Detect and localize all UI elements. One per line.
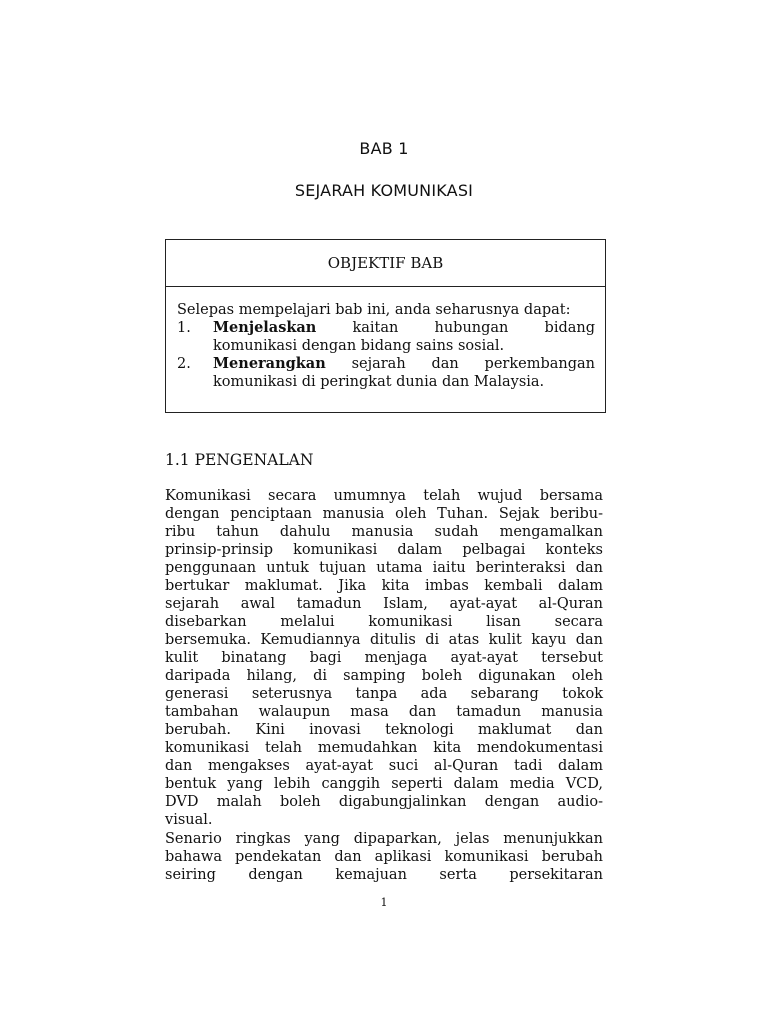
text-line: bersemuka. Kemudiannya ditulis di atas kulit kayu dan	[165, 632, 603, 648]
text-line: berubah. Kini inovasi teknologi maklumat dan	[165, 722, 603, 738]
text-line: visual.	[165, 812, 213, 828]
text-line: dengan penciptaan manusia oleh Tuhan. Sejak beribu-	[165, 506, 603, 522]
text-line: disebarkan melalui komunikasi lisan secara	[165, 614, 603, 630]
objective-continuation: komunikasi dengan bidang sains sosial.	[213, 338, 505, 354]
objective-verb: Menjelaskan	[213, 319, 317, 336]
objective-number: 1.	[177, 320, 191, 336]
chapter-title: SEJARAH KOMUNIKASI	[294, 181, 474, 200]
text-line: tambahan walaupun masa dan tamadun manusia	[165, 704, 603, 720]
text-line: penggunaan untuk tujuan utama iaitu berinteraksi dan	[165, 560, 603, 576]
text-line: ribu tahun dahulu manusia sudah mengamalkan	[165, 524, 603, 540]
objectives-intro: Selepas mempelajari bab ini, anda seharusnya dapat:	[177, 302, 571, 318]
objective-verb: Menerangkan	[213, 355, 326, 372]
text-line: bentuk yang lebih canggih seperti dalam media VCD,	[165, 776, 603, 792]
text-line: Senario ringkas yang dipaparkan, jelas menunjukkan	[165, 831, 603, 847]
text-line: komunikasi telah memudahkan kita mendokumentasi	[165, 740, 603, 756]
paragraph-scenario	[165, 830, 603, 884]
text-line: dan mengakses ayat-ayat suci al-Quran tadi dalam	[165, 758, 603, 774]
text-line: DVD malah boleh digabungjalinkan dengan audio-	[165, 794, 603, 810]
text-line: daripada hilang, di samping boleh digunakan oleh	[165, 668, 603, 684]
objectives-heading: OBJEKTIF BAB	[166, 240, 605, 287]
objective-text: sejarah dan perkembangan	[351, 356, 595, 372]
page-number: 1	[380, 896, 388, 909]
objective-line	[213, 355, 595, 373]
objective-line	[213, 319, 595, 337]
paragraph-introduction	[165, 487, 603, 829]
text-line: prinsip-prinsip komunikasi dalam pelbagai konteks	[165, 542, 603, 558]
chapter-number: BAB 1	[359, 139, 409, 158]
text-line: bahawa pendekatan dan aplikasi komunikasi berubah	[165, 849, 603, 865]
objective-continuation: komunikasi di peringkat dunia dan Malaysia.	[213, 374, 545, 390]
objective-number: 2.	[177, 356, 191, 372]
section-title: 1.1 PENGENALAN	[165, 451, 314, 469]
text-line: Komunikasi secara umumnya telah wujud bersama	[165, 488, 603, 504]
objective-item	[177, 319, 595, 337]
text-line: kulit binatang bagi menjaga ayat-ayat tersebut	[165, 650, 603, 666]
text-line: generasi seterusnya tanpa ada sebarang tokok	[165, 686, 603, 702]
objective-item	[177, 355, 595, 373]
objectives-body	[166, 287, 605, 391]
objectives-box	[165, 239, 606, 413]
text-line: sejarah awal tamadun Islam, ayat-ayat al-Quran	[165, 596, 603, 612]
text-line: seiring dengan kemajuan serta persekitaran	[165, 867, 603, 883]
text-line: bertukar maklumat. Jika kita imbas kembali dalam	[165, 578, 603, 594]
objective-text: kaitan hubungan bidang	[352, 320, 596, 336]
